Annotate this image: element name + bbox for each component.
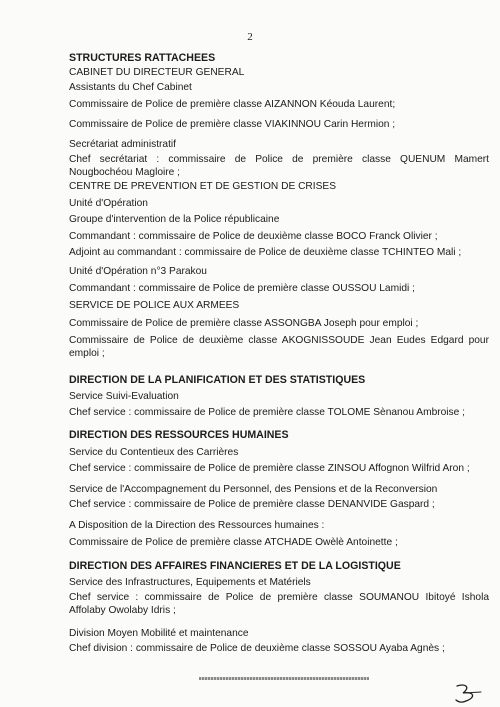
assignment-line: Commissaire de Police de première classe VIAKINNOU Carin Hermion ; (69, 119, 396, 130)
section-heading: DIRECTION DE LA PLANIFICATION ET DES STATISTIQUES (69, 374, 366, 386)
unit-label: Division Moyen Mobilité et maintenance (69, 628, 249, 639)
subsection-heading: SERVICE DE POLICE AUX ARMEES (69, 300, 240, 311)
assignment-line: Chef service : commissaire de Police de première classe TOLOME Sènanou Ambroise ; (69, 407, 465, 418)
unit-label: Secrétariat administratif (69, 139, 177, 150)
assignment-line: Commissaire de Police de première classe ASSONGBA Joseph pour emploi ; (69, 318, 419, 329)
section-heading: DIRECTION DES AFFAIRES FINANCIERES ET DE LA LOGISTIQUE (69, 560, 401, 572)
assignment-line: Chef division : commissaire de Police de deuxième classe SOSSOU Ayaba Agnès ; (69, 643, 445, 654)
assignment-line: Chef secrétariat : commissaire de Police de première classe QUENUM Mamert Nougbochéou Magloire ; (69, 154, 489, 178)
unit-label: Service de l'Accompagnement du Personnel, des Pensions et de la Reconversion (69, 484, 438, 495)
assignment-line: Chef service : commissaire de Police de première classe ZINSOU Affognon Wilfrid Aron ; (69, 463, 470, 474)
unit-label: Service des Infrastructures, Equipements et Matériels (69, 577, 311, 588)
section-heading: DIRECTION DES RESSOURCES HUMAINES (69, 429, 289, 441)
subsection-heading: CABINET DU DIRECTEUR GENERAL (69, 67, 245, 78)
assignment-line: Chef service : commissaire de Police de première classe SOUMANOU Ibitoyé Ishola Affolaby Owolaby Idris ; (69, 592, 489, 616)
unit-label: Service Suivi-Evaluation (69, 391, 179, 402)
section-heading: STRUCTURES RATTACHEES (69, 52, 216, 64)
scan-artifact-line (199, 677, 369, 680)
assignment-line: Commissaire de Police de première classe AIZANNON Kéouda Laurent; (69, 99, 396, 110)
assignment-line: Adjoint au commandant : commissaire de Police de deuxième classe TCHINTEO Mali ; (69, 247, 462, 258)
unit-label: Unité d'Opération n°3 Parakou (69, 266, 207, 277)
unit-label: Unité d'Opération (69, 198, 148, 209)
unit-label: Service du Contentieux des Carrières (69, 447, 239, 458)
unit-label: Groupe d'intervention de la Police républicaine (69, 214, 280, 225)
initials-signature (451, 681, 485, 705)
unit-label: Assistants du Chef Cabinet (69, 82, 192, 93)
assignment-line: Commandant : commissaire de Police de première classe OUSSOU Lamidi ; (69, 283, 415, 294)
assignment-line: Chef service : commissaire de Police de première classe DENANVIDE Gaspard ; (69, 499, 435, 510)
page-number: 2 (247, 31, 253, 43)
assignment-line: Commissaire de Police de deuxième classe AKOGNISSOUDE Jean Eudes Edgard pour emploi ; (69, 335, 489, 359)
assignment-line: Commissaire de Police de première classe ATCHADE Owèlè Antoinette ; (69, 537, 398, 548)
unit-label: A Disposition de la Direction des Ressources humaines : (69, 520, 325, 531)
subsection-heading: CENTRE DE PREVENTION ET DE GESTION DE CRISES (69, 181, 336, 192)
assignment-line: Commandant : commissaire de Police de deuxième classe BOCO Franck Olivier ; (69, 231, 438, 242)
